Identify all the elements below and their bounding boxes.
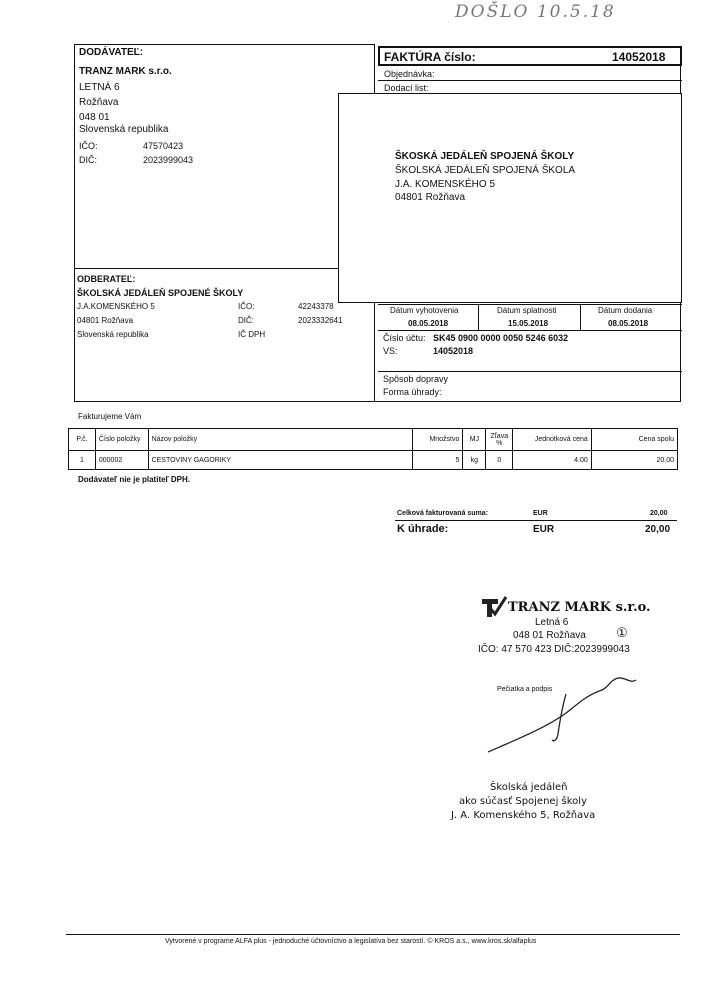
row-cell: CESTOVINY GAGORIKY — [148, 451, 412, 470]
customer-bottom-border — [74, 401, 680, 402]
order-rule — [378, 80, 682, 81]
due-value: 20,00 — [645, 524, 671, 535]
customer-ico-label: IČO: — [238, 302, 255, 311]
customer-icdph-label: IČ DPH — [238, 330, 266, 339]
dates-bottom-rule — [378, 330, 682, 331]
total-value: 20,00 — [650, 510, 668, 517]
customer-heading: ODBERATEĽ: — [77, 274, 136, 284]
stamp1-circle-number: ① — [616, 625, 628, 640]
due-label: K úhrade: — [397, 523, 449, 535]
header-cell: Názov položky — [148, 429, 412, 451]
items-header-row — [69, 429, 678, 451]
payment-form-label: Forma úhrady: — [383, 387, 442, 397]
signature-image — [480, 668, 640, 758]
total-label: Celková fakturovaná suma: — [397, 510, 489, 517]
supplier-top-border — [74, 44, 374, 45]
invoice-title: FAKTÚRA číslo: — [384, 50, 476, 64]
header-cell: P.č. — [69, 429, 96, 451]
account-iban: SK45 0900 0000 0050 5246 6032 — [433, 333, 569, 343]
header-cell: MJ — [463, 429, 486, 451]
due-date: 15.05.2018 — [508, 319, 549, 328]
transport-rule — [378, 371, 682, 372]
customer-street: J.A.KOMENSKÉHO 5 — [77, 302, 155, 311]
row-cell: 5 — [412, 451, 463, 470]
customer-country: Slovenská republika — [77, 330, 149, 339]
customer-name: ŠKOLSKÁ JEDÁLEŇ SPOJENÉ ŠKOLY — [77, 288, 244, 298]
header-cell: Cena spolu — [591, 429, 677, 451]
stamp1-ids: IČO: 47 570 423 DIČ:2023999043 — [478, 644, 630, 655]
stamp1-street: Letná 6 — [535, 617, 569, 628]
stamp-sign-label: Pečiatka a podpis — [497, 686, 553, 693]
company-logo-icon — [481, 596, 507, 618]
handwritten-date: DOŠLO 10.5.18 — [455, 2, 616, 22]
stamp2-line3: J. A. Komenského 5, Rožňava — [451, 810, 596, 821]
supplier-dic: 2023999043 — [143, 155, 194, 165]
dates-sep-2 — [580, 304, 581, 330]
header-cell: Jednotková cena — [513, 429, 592, 451]
row-cell: 20.00 — [591, 451, 677, 470]
supplier-heading: DODÁVATEĽ: — [79, 47, 144, 58]
total-currency: EUR — [533, 510, 548, 517]
recipient-line2: ŠKOLSKÁ JEDÁLEŇ SPOJENÁ ŠKOLA — [395, 165, 576, 176]
totals-rule — [395, 520, 677, 521]
supplier-country: Slovenská republika — [79, 124, 169, 135]
footer-rule — [66, 934, 680, 935]
row-cell: 1 — [69, 451, 96, 470]
supplier-name: TRANZ MARK s.r.o. — [79, 66, 172, 77]
delivery-date-label: Dátum dodania — [598, 306, 653, 315]
supplier-dic-label: DIČ: — [79, 155, 97, 165]
vs-value: 14052018 — [433, 346, 474, 356]
order-label: Objednávka: — [384, 69, 435, 79]
recipient-line1: ŠKOSKÁ JEDÁLEŇ SPOJENÁ ŠKOLY — [395, 151, 575, 162]
footer-text: Vytvorené v programe ALFA plus - jednoduché účtovníctvo a legislatíva bez starostí. © KROS a.s., www.kros.sk/alfaplus — [165, 938, 537, 945]
supplier-left-border — [74, 44, 75, 402]
items-intro: Fakturujeme Vám — [78, 412, 142, 421]
recipient-address-window — [338, 93, 682, 303]
customer-dic-label: DIČ: — [238, 316, 254, 325]
items-table — [68, 428, 678, 470]
stamp1-name: TRANZ MARK s.r.o. — [508, 600, 651, 615]
header-cell: Množstvo — [412, 429, 463, 451]
stamp2-line1: Školská jedáleň — [490, 782, 568, 793]
invoice-number: 14052018 — [612, 50, 666, 64]
stamp1-city: 048 01 Rožňava — [513, 630, 586, 641]
recipient-line3: J.A. KOMENSKÉHO 5 — [395, 179, 496, 190]
customer-dic: 2023332641 — [298, 316, 343, 325]
issued-date: 08.05.2018 — [408, 319, 449, 328]
row-cell: 000002 — [95, 451, 148, 470]
row-cell: kg — [463, 451, 486, 470]
recipient-line4: 04801 Rožňava — [395, 192, 466, 203]
customer-ico: 42243378 — [298, 302, 334, 311]
supplier-city: Rožňava — [79, 97, 119, 108]
supplier-mid-border — [74, 268, 374, 269]
row-cell: 0 — [486, 451, 513, 470]
due-date-label: Dátum splatnosti — [497, 306, 557, 315]
header-cell: Číslo položky — [95, 429, 148, 451]
supplier-street: LETNÁ 6 — [79, 82, 120, 93]
stamp2-line2: ako súčasť Spojenej školy — [459, 796, 587, 807]
vs-label: VS: — [383, 346, 398, 356]
supplier-ico: 47570423 — [143, 141, 184, 151]
supplier-zip: 048 01 — [79, 112, 110, 123]
account-label: Číslo účtu: — [383, 333, 426, 343]
due-currency: EUR — [533, 524, 555, 535]
header-cell: Zľava % — [486, 429, 513, 451]
delivery-note-label: Dodací list: — [384, 83, 429, 93]
customer-city: 04801 Rožňava — [77, 316, 134, 325]
supplier-ico-label: IČO: — [79, 141, 98, 151]
table-row — [69, 451, 678, 470]
vat-note: Dodávateľ nie je platiteľ DPH. — [78, 475, 190, 484]
transport-method-label: Spôsob dopravy — [383, 374, 449, 384]
dates-sep-1 — [478, 304, 479, 330]
delivery-date: 08.05.2018 — [608, 319, 649, 328]
row-cell: 4.00 — [513, 451, 592, 470]
issued-date-label: Dátum vyhotovenia — [390, 306, 459, 315]
dates-top-rule — [378, 304, 682, 305]
